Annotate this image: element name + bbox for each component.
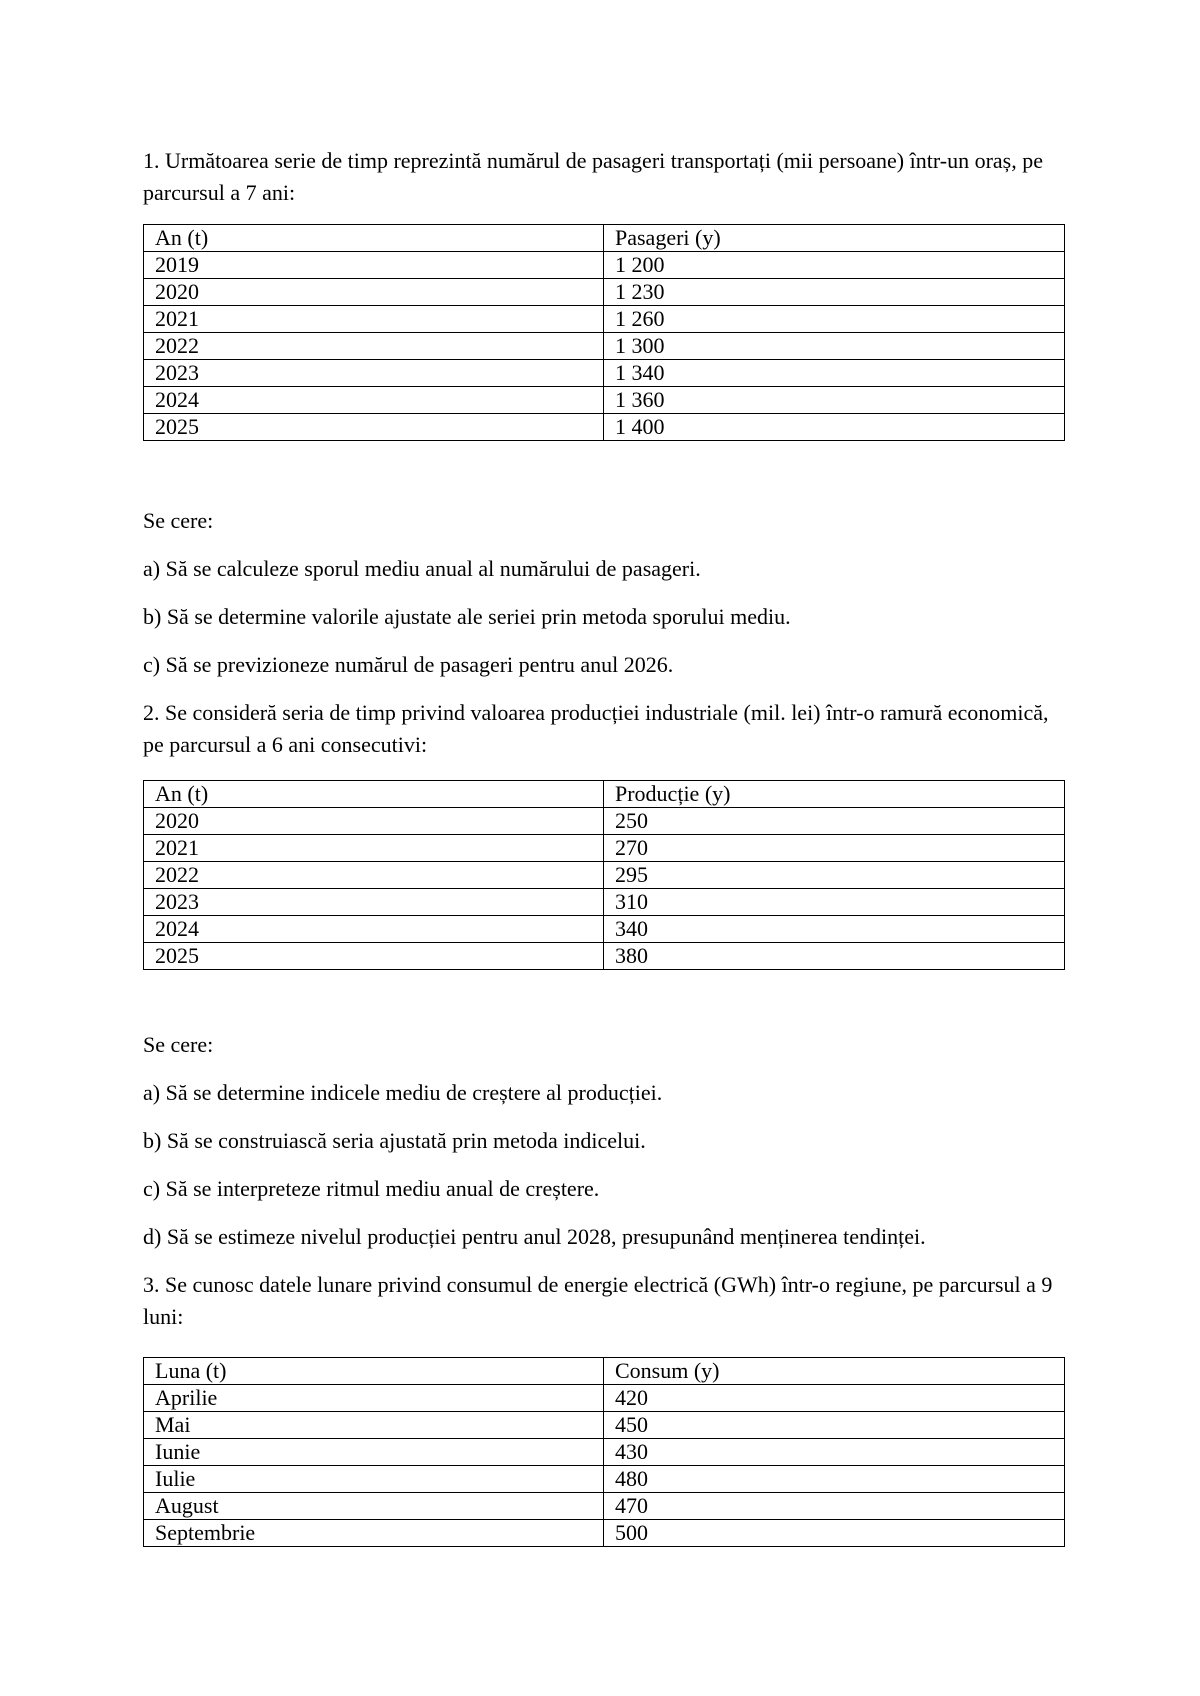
- table-row: [144, 808, 1065, 835]
- cell-month: Septembrie: [144, 1520, 604, 1547]
- table-row: [144, 387, 1065, 414]
- cell-year: 2025: [144, 943, 604, 970]
- table-row: [144, 1412, 1065, 1439]
- cell-month: Mai: [144, 1412, 604, 1439]
- cell-year: 2020: [144, 808, 604, 835]
- table-row: [144, 333, 1065, 360]
- header-month: Luna (t): [144, 1358, 604, 1385]
- table-row: [144, 279, 1065, 306]
- cell-value: 1 400: [604, 414, 1065, 441]
- exercise-2-se-cere: Se cere:: [143, 1032, 214, 1057]
- exercise-1-intro: 1. Următoarea serie de timp reprezintă numărul de pasageri transportați (mii persoane) într-un oraș, pe parcursul a 7 ani:: [143, 148, 1043, 205]
- cell-value: 430: [604, 1439, 1065, 1466]
- header-passengers: Pasageri (y): [604, 225, 1065, 252]
- header-production: Producție (y): [604, 781, 1065, 808]
- table-header-row: [144, 225, 1065, 252]
- cell-value: 1 340: [604, 360, 1065, 387]
- cell-value: 470: [604, 1493, 1065, 1520]
- table-header-row: [144, 781, 1065, 808]
- table-row: [144, 1466, 1065, 1493]
- cell-value: 340: [604, 916, 1065, 943]
- exercise-1-item-c: c) Să se previzioneze numărul de pasageri pentru anul 2026.: [143, 652, 674, 677]
- header-year: An (t): [144, 225, 604, 252]
- cell-month: Iunie: [144, 1439, 604, 1466]
- exercise-3-intro: 3. Se cunosc datele lunare privind consumul de energie electrică (GWh) într-o regiune, pe parcursul a 9 luni:: [143, 1272, 1053, 1329]
- passengers-table: [143, 224, 1065, 441]
- energy-consumption-table: [143, 1357, 1065, 1547]
- cell-value: 310: [604, 889, 1065, 916]
- cell-year: 2022: [144, 333, 604, 360]
- exercise-1-item-b: b) Să se determine valorile ajustate ale seriei prin metoda sporului mediu.: [143, 604, 791, 629]
- header-year: An (t): [144, 781, 604, 808]
- cell-value: 1 230: [604, 279, 1065, 306]
- cell-year: 2019: [144, 252, 604, 279]
- table-row: [144, 862, 1065, 889]
- cell-month: Iulie: [144, 1466, 604, 1493]
- table-row: [144, 1493, 1065, 1520]
- cell-value: 420: [604, 1385, 1065, 1412]
- table-row: [144, 414, 1065, 441]
- table-header-row: [144, 1358, 1065, 1385]
- exercise-2-item-c: c) Să se interpreteze ritmul mediu anual de creștere.: [143, 1176, 600, 1201]
- cell-value: 1 360: [604, 387, 1065, 414]
- cell-year: 2023: [144, 360, 604, 387]
- table-row: [144, 889, 1065, 916]
- cell-value: 1 200: [604, 252, 1065, 279]
- cell-value: 250: [604, 808, 1065, 835]
- cell-value: 380: [604, 943, 1065, 970]
- table-row: [144, 306, 1065, 333]
- table-row: [144, 252, 1065, 279]
- cell-year: 2021: [144, 835, 604, 862]
- cell-value: 1 260: [604, 306, 1065, 333]
- table-row: [144, 943, 1065, 970]
- exercise-2-item-a: a) Să se determine indicele mediu de creștere al producției.: [143, 1080, 663, 1105]
- cell-year: 2025: [144, 414, 604, 441]
- cell-value: 500: [604, 1520, 1065, 1547]
- exercise-1-se-cere: Se cere:: [143, 508, 214, 533]
- cell-value: 1 300: [604, 333, 1065, 360]
- cell-year: 2021: [144, 306, 604, 333]
- table-row: [144, 1439, 1065, 1466]
- table-row: [144, 916, 1065, 943]
- cell-value: 270: [604, 835, 1065, 862]
- production-table: [143, 780, 1065, 970]
- table-row: [144, 360, 1065, 387]
- cell-month: August: [144, 1493, 604, 1520]
- cell-value: 450: [604, 1412, 1065, 1439]
- cell-value: 295: [604, 862, 1065, 889]
- exercise-2-item-b: b) Să se construiască seria ajustată prin metoda indicelui.: [143, 1128, 646, 1153]
- table-row: [144, 835, 1065, 862]
- exercise-1-item-a: a) Să se calculeze sporul mediu anual al numărului de pasageri.: [143, 556, 701, 581]
- cell-month: Aprilie: [144, 1385, 604, 1412]
- exercise-2-intro: 2. Se consideră seria de timp privind valoarea producției industriale (mil. lei) într-o ramură economică, pe parcursul a 6 ani consecutivi:: [143, 700, 1049, 757]
- cell-year: 2020: [144, 279, 604, 306]
- exercise-2-item-d: d) Să se estimeze nivelul producției pentru anul 2028, presupunând menținerea tendinței.: [143, 1224, 926, 1249]
- table-row: [144, 1385, 1065, 1412]
- cell-year: 2022: [144, 862, 604, 889]
- table-row: [144, 1520, 1065, 1547]
- cell-year: 2024: [144, 916, 604, 943]
- cell-year: 2023: [144, 889, 604, 916]
- header-consumption: Consum (y): [604, 1358, 1065, 1385]
- cell-value: 480: [604, 1466, 1065, 1493]
- cell-year: 2024: [144, 387, 604, 414]
